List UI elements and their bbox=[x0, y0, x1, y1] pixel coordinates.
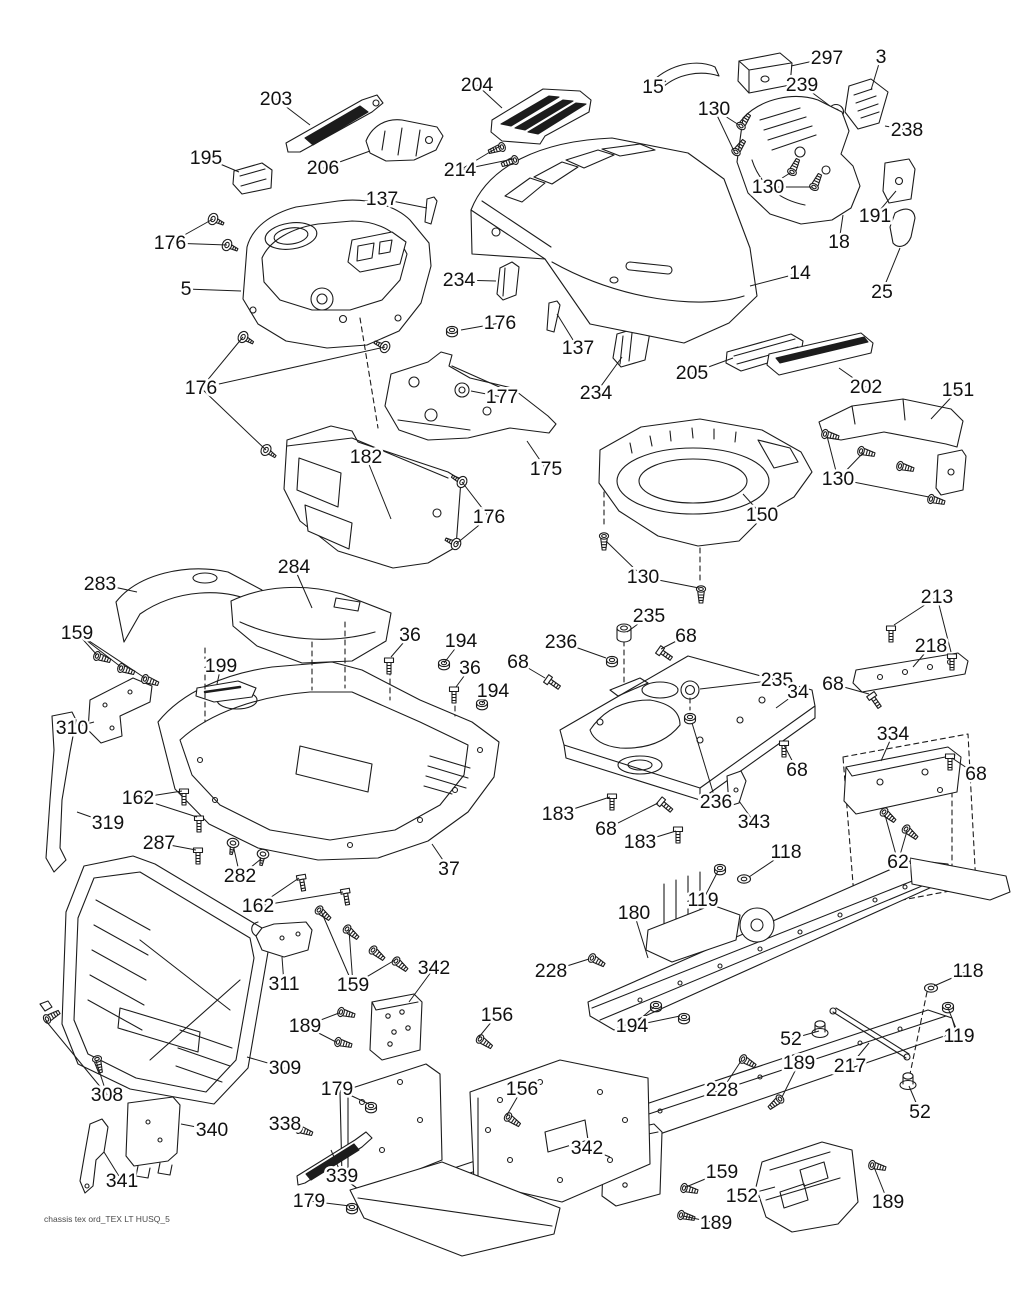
part-152 bbox=[756, 1142, 858, 1232]
part-number-label: 176 bbox=[153, 232, 187, 254]
part-25 bbox=[890, 209, 915, 246]
part-number-label: 239 bbox=[785, 74, 819, 96]
part-number-label: 52 bbox=[909, 1101, 931, 1123]
part-number-label: 68 bbox=[822, 673, 844, 695]
part-number-label: 199 bbox=[204, 655, 238, 677]
part-number-label: 150 bbox=[745, 504, 779, 526]
part-number-label: 176 bbox=[184, 377, 218, 399]
part-number-label: 162 bbox=[121, 787, 155, 809]
part-175 bbox=[385, 352, 556, 440]
part-number-label: 189 bbox=[699, 1212, 733, 1234]
part-number-label: 36 bbox=[399, 624, 421, 646]
part-177 bbox=[455, 383, 469, 397]
part-number-label: 176 bbox=[483, 312, 517, 334]
part-309-grille bbox=[62, 856, 268, 1104]
part-number-label: 68 bbox=[965, 763, 987, 785]
part-number-label: 151 bbox=[941, 379, 975, 401]
part-195 bbox=[233, 163, 272, 194]
part-number-label: 118 bbox=[770, 841, 802, 863]
part-number-label: 339 bbox=[325, 1165, 359, 1187]
part-number-label: 183 bbox=[541, 803, 575, 825]
part-number-label: 189 bbox=[288, 1015, 322, 1037]
part-number-label: 34 bbox=[787, 681, 809, 703]
part-number-label: 343 bbox=[737, 811, 771, 833]
part-number-label: 297 bbox=[810, 47, 844, 69]
part-number-label: 189 bbox=[871, 1191, 905, 1213]
part-number-label: 342 bbox=[570, 1137, 604, 1159]
part-number-label: 234 bbox=[442, 269, 476, 291]
part-number-label: 202 bbox=[849, 376, 883, 398]
part-number-label: 159 bbox=[336, 974, 370, 996]
part-number-label: 25 bbox=[871, 281, 893, 303]
part-number-label: 156 bbox=[505, 1078, 539, 1100]
drawing-id-label: chassis tex ord_TEX LT HUSQ_5 bbox=[44, 1214, 170, 1224]
part-number-label: 342 bbox=[417, 957, 451, 979]
part-310 bbox=[88, 678, 152, 743]
part-number-label: 228 bbox=[534, 960, 568, 982]
part-number-label: 195 bbox=[189, 147, 223, 169]
part-number-label: 179 bbox=[292, 1190, 326, 1212]
part-number-label: 319 bbox=[91, 812, 125, 834]
part-number-label: 152 bbox=[725, 1185, 759, 1207]
part-number-label: 179 bbox=[320, 1078, 354, 1100]
part-number-label: 338 bbox=[268, 1113, 302, 1135]
part-number-label: 182 bbox=[349, 446, 383, 468]
part-number-label: 130 bbox=[697, 98, 731, 120]
part-number-label: 119 bbox=[943, 1025, 975, 1047]
part-number-label: 228 bbox=[705, 1079, 739, 1101]
part-number-label: 205 bbox=[675, 362, 709, 384]
part-number-label: 177 bbox=[485, 386, 519, 408]
part-number-label: 68 bbox=[675, 625, 697, 647]
part-number-label: 137 bbox=[561, 337, 595, 359]
part-number-label: 130 bbox=[751, 176, 785, 198]
part-number-label: 334 bbox=[876, 723, 910, 745]
part-number-label: 68 bbox=[507, 651, 529, 673]
part-284 bbox=[231, 587, 391, 663]
part-number-label: 175 bbox=[529, 458, 563, 480]
part-number-label: 180 bbox=[617, 902, 651, 924]
part-15 bbox=[656, 63, 719, 87]
part-number-label: 234 bbox=[579, 382, 613, 404]
part-number-label: 236 bbox=[699, 791, 733, 813]
part-number-label: 176 bbox=[472, 506, 506, 528]
part-number-label: 213 bbox=[920, 586, 954, 608]
part-number-label: 203 bbox=[259, 88, 293, 110]
part-number-label: 130 bbox=[626, 566, 660, 588]
part-number-label: 194 bbox=[476, 680, 510, 702]
part-204 bbox=[491, 89, 591, 144]
part-number-label: 183 bbox=[623, 831, 657, 853]
part-number-label: 238 bbox=[890, 119, 924, 141]
part-341 bbox=[80, 1119, 108, 1193]
part-number-label: 217 bbox=[833, 1055, 867, 1077]
part-number-label: 287 bbox=[142, 832, 176, 854]
part-340 bbox=[126, 1097, 180, 1178]
part-number-label: 309 bbox=[268, 1057, 302, 1079]
part-number-label: 282 bbox=[223, 865, 257, 887]
part-number-label: 156 bbox=[480, 1004, 514, 1026]
part-number-label: 14 bbox=[789, 262, 811, 284]
part-number-label: 159 bbox=[60, 622, 94, 644]
part-number-label: 189 bbox=[782, 1052, 816, 1074]
part-number-label: 206 bbox=[306, 157, 340, 179]
callout-leader-line bbox=[186, 289, 241, 291]
part-number-label: 194 bbox=[444, 630, 478, 652]
part-number-label: 15 bbox=[642, 76, 664, 98]
part-150 bbox=[599, 419, 812, 546]
part-number-label: 130 bbox=[821, 468, 855, 490]
part-number-label: 194 bbox=[615, 1015, 649, 1037]
part-3 bbox=[845, 79, 888, 129]
part-number-label: 204 bbox=[460, 74, 494, 96]
part-5-console bbox=[243, 200, 431, 348]
part-number-label: 36 bbox=[459, 657, 481, 679]
part-number-label: 5 bbox=[180, 278, 192, 300]
part-number-label: 62 bbox=[887, 851, 909, 873]
part-number-label: 18 bbox=[828, 231, 850, 253]
part-number-label: 235 bbox=[632, 605, 666, 627]
part-number-label: 235 bbox=[760, 669, 794, 691]
part-number-label: 52 bbox=[780, 1028, 802, 1050]
part-number-label: 341 bbox=[105, 1170, 139, 1192]
part-number-label: 37 bbox=[438, 858, 460, 880]
callout-leader-line bbox=[201, 347, 385, 388]
part-number-label: 214 bbox=[443, 159, 477, 181]
part-number-label: 159 bbox=[705, 1161, 739, 1183]
part-number-label: 68 bbox=[786, 759, 808, 781]
part-number-label: 308 bbox=[90, 1084, 124, 1106]
part-number-label: 236 bbox=[544, 631, 578, 653]
part-number-label: 340 bbox=[195, 1119, 229, 1141]
part-number-label: 118 bbox=[952, 960, 984, 982]
part-number-label: 218 bbox=[914, 635, 948, 657]
part-number-label: 162 bbox=[241, 895, 275, 917]
part-191 bbox=[883, 159, 915, 203]
part-number-label: 119 bbox=[687, 889, 719, 911]
part-number-label: 310 bbox=[55, 717, 89, 739]
part-297 bbox=[738, 53, 792, 93]
part-number-label: 137 bbox=[365, 188, 399, 210]
part-18 bbox=[737, 97, 860, 224]
part-number-label: 284 bbox=[277, 556, 311, 578]
part-number-label: 311 bbox=[268, 973, 300, 995]
part-number-label: 68 bbox=[595, 818, 617, 840]
part-206 bbox=[366, 120, 443, 161]
part-number-label: 283 bbox=[83, 573, 117, 595]
part-number-label: 3 bbox=[875, 46, 887, 68]
part-number-label: 191 bbox=[858, 205, 892, 227]
